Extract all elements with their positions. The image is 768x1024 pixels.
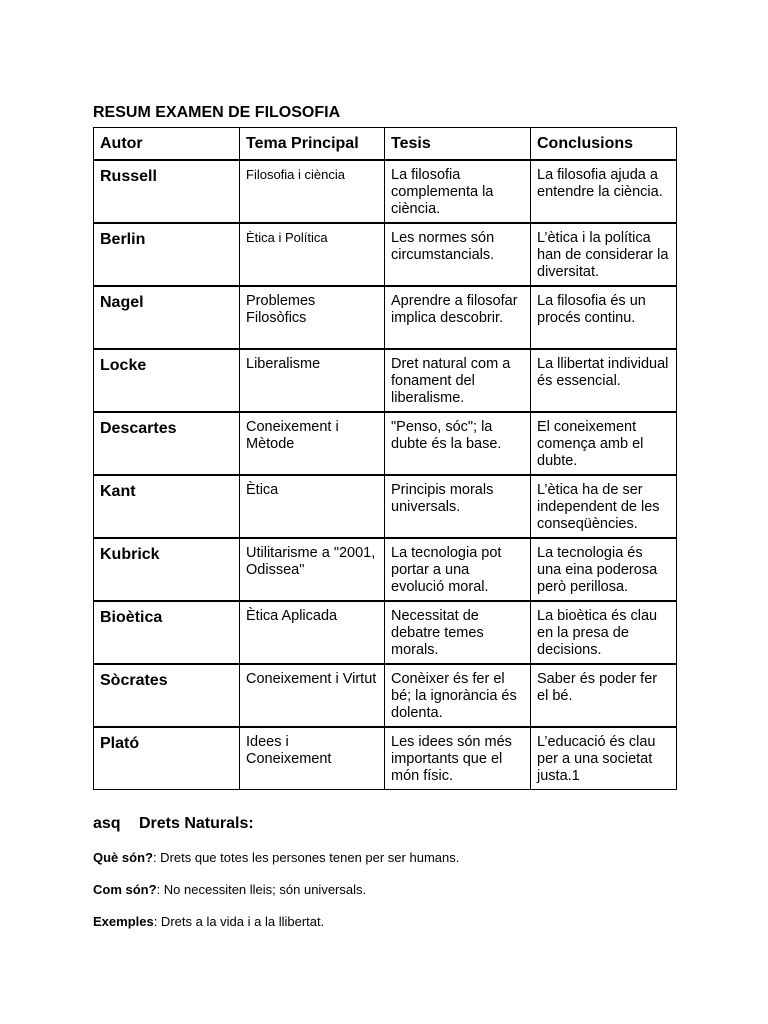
theme-cell: Coneixement i Mètode — [240, 412, 385, 475]
table-row — [94, 286, 677, 349]
thesis-cell: La filosofia complementa la ciència. — [385, 160, 531, 223]
definition-line — [93, 914, 324, 929]
conclusion-cell: La tecnologia és una eina poderosa però perillosa. — [531, 538, 677, 601]
section-number: asq — [93, 815, 121, 832]
section-title: Drets Naturals: — [139, 815, 254, 832]
conclusion-cell: La filosofia és un procés continu. — [531, 286, 677, 349]
conclusion-cell: El coneixement comença amb el dubte. — [531, 412, 677, 475]
author-cell: Kubrick — [94, 538, 240, 601]
author-cell: Kant — [94, 475, 240, 538]
thesis-cell: La tecnologia pot portar a una evolució moral. — [385, 538, 531, 601]
conclusion-cell: L’ètica i la política han de considerar la diversitat. — [531, 223, 677, 286]
column-header-theme: Tema Principal — [240, 128, 385, 160]
theme-cell: Ètica Aplicada — [240, 601, 385, 664]
theme-cell: Liberalisme — [240, 349, 385, 412]
conclusion-cell: La llibertat individual és essencial. — [531, 349, 677, 412]
thesis-cell: Principis morals universals. — [385, 475, 531, 538]
author-cell: Bioètica — [94, 601, 240, 664]
definition-line — [93, 850, 459, 865]
table-row — [94, 160, 677, 223]
table-row — [94, 727, 677, 790]
table-row — [94, 349, 677, 412]
theme-cell: Coneixement i Virtut — [240, 664, 385, 727]
thesis-cell: Les normes són circumstancials. — [385, 223, 531, 286]
author-cell: Russell — [94, 160, 240, 223]
definition-term: Exemples — [93, 914, 154, 929]
conclusion-cell: La filosofia ajuda a entendre la ciència. — [531, 160, 677, 223]
thesis-cell: Conèixer és fer el bé; la ignorància és dolenta. — [385, 664, 531, 727]
definition-term: Com són? — [93, 882, 157, 897]
section-heading — [93, 815, 254, 833]
definition-text: : Drets a la vida i a la llibertat. — [153, 914, 325, 929]
theme-cell: Filosofia i ciència — [240, 160, 385, 223]
thesis-cell: Les idees són més importants que el món físic. — [385, 727, 531, 790]
conclusion-cell: L’educació és clau per a una societat justa.1 — [531, 727, 677, 790]
conclusion-cell: Saber és poder fer el bé. — [531, 664, 677, 727]
author-cell: Sòcrates — [94, 664, 240, 727]
conclusion-cell: L’ètica ha de ser independent de les conseqüències. — [531, 475, 677, 538]
thesis-cell: Aprendre a filosofar implica descobrir. — [385, 286, 531, 349]
author-cell: Descartes — [94, 412, 240, 475]
document-title: RESUM EXAMEN DE FILOSOFIA — [93, 104, 341, 121]
author-cell: Locke — [94, 349, 240, 412]
column-header-author: Autor — [94, 128, 240, 160]
table-header-row — [94, 128, 677, 160]
thesis-cell: "Penso, sóc"; la dubte és la base. — [385, 412, 531, 475]
definition-text: : Drets que totes les persones tenen per ser humans. — [152, 850, 460, 865]
column-header-conclusions: Conclusions — [531, 128, 677, 160]
theme-cell: Problemes Filosòfics — [240, 286, 385, 349]
author-cell: Nagel — [94, 286, 240, 349]
table-row — [94, 664, 677, 727]
author-cell: Plató — [94, 727, 240, 790]
theme-cell: Idees i Coneixement — [240, 727, 385, 790]
philosophy-summary-table — [93, 127, 677, 790]
table-row — [94, 601, 677, 664]
table-row — [94, 223, 677, 286]
definition-text: : No necessiten lleis; són universals. — [156, 882, 367, 897]
definition-term: Què són? — [93, 850, 153, 865]
theme-cell: Ètica — [240, 475, 385, 538]
thesis-cell: Dret natural com a fonament del liberalisme. — [385, 349, 531, 412]
table-row — [94, 475, 677, 538]
column-header-thesis: Tesis — [385, 128, 531, 160]
author-cell: Berlin — [94, 223, 240, 286]
conclusion-cell: La bioètica és clau en la presa de decisions. — [531, 601, 677, 664]
definition-line — [93, 882, 366, 897]
table-row — [94, 412, 677, 475]
theme-cell: Utilitarisme a "2001, Odissea" — [240, 538, 385, 601]
thesis-cell: Necessitat de debatre temes morals. — [385, 601, 531, 664]
theme-cell: Ètica i Política — [240, 223, 385, 286]
table-row — [94, 538, 677, 601]
